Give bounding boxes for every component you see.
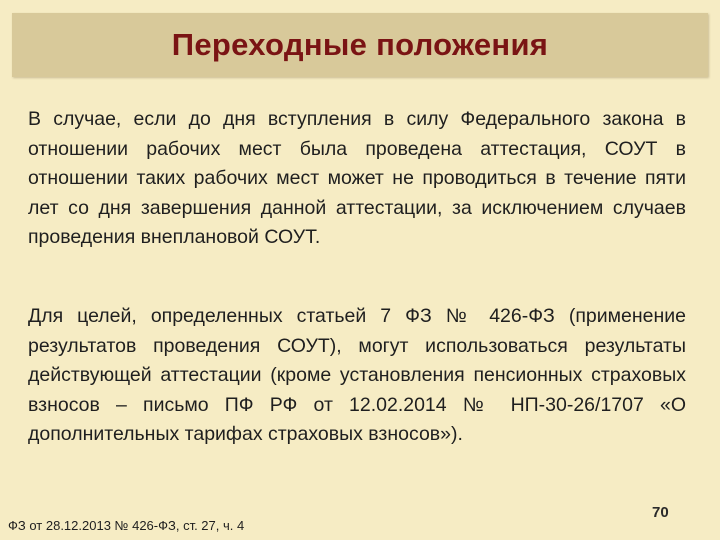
footnote-law-reference: ФЗ от 28.12.2013 № 426-ФЗ, ст. 27, ч. 4: [8, 518, 245, 533]
page-number: 70: [652, 504, 669, 521]
title-bar: [12, 13, 708, 77]
paragraph-attestation-use: Для целей, определенных статьей 7 ФЗ № 426-ФЗ (применение результатов проведения СОУТ), могут использоваться результаты действующей аттестации (кроме установления пенсионных страховых взносов – письмо ПФ РФ от 12.02.2014 № НП-30-26/1707 «О дополнительных тарифах страховых взносов»).: [28, 305, 686, 445]
slide-title: Переходные положения: [171, 27, 549, 62]
paragraph-transition-rule: В случае, если до дня вступления в силу Федерального закона в отношении рабочих мест была проведена аттестация, СОУТ в отношении таких рабочих мест может не проводиться в течение пяти лет со дня завершения данной аттестации, за исключением случаев проведения внеплановой СОУТ.: [28, 108, 686, 248]
